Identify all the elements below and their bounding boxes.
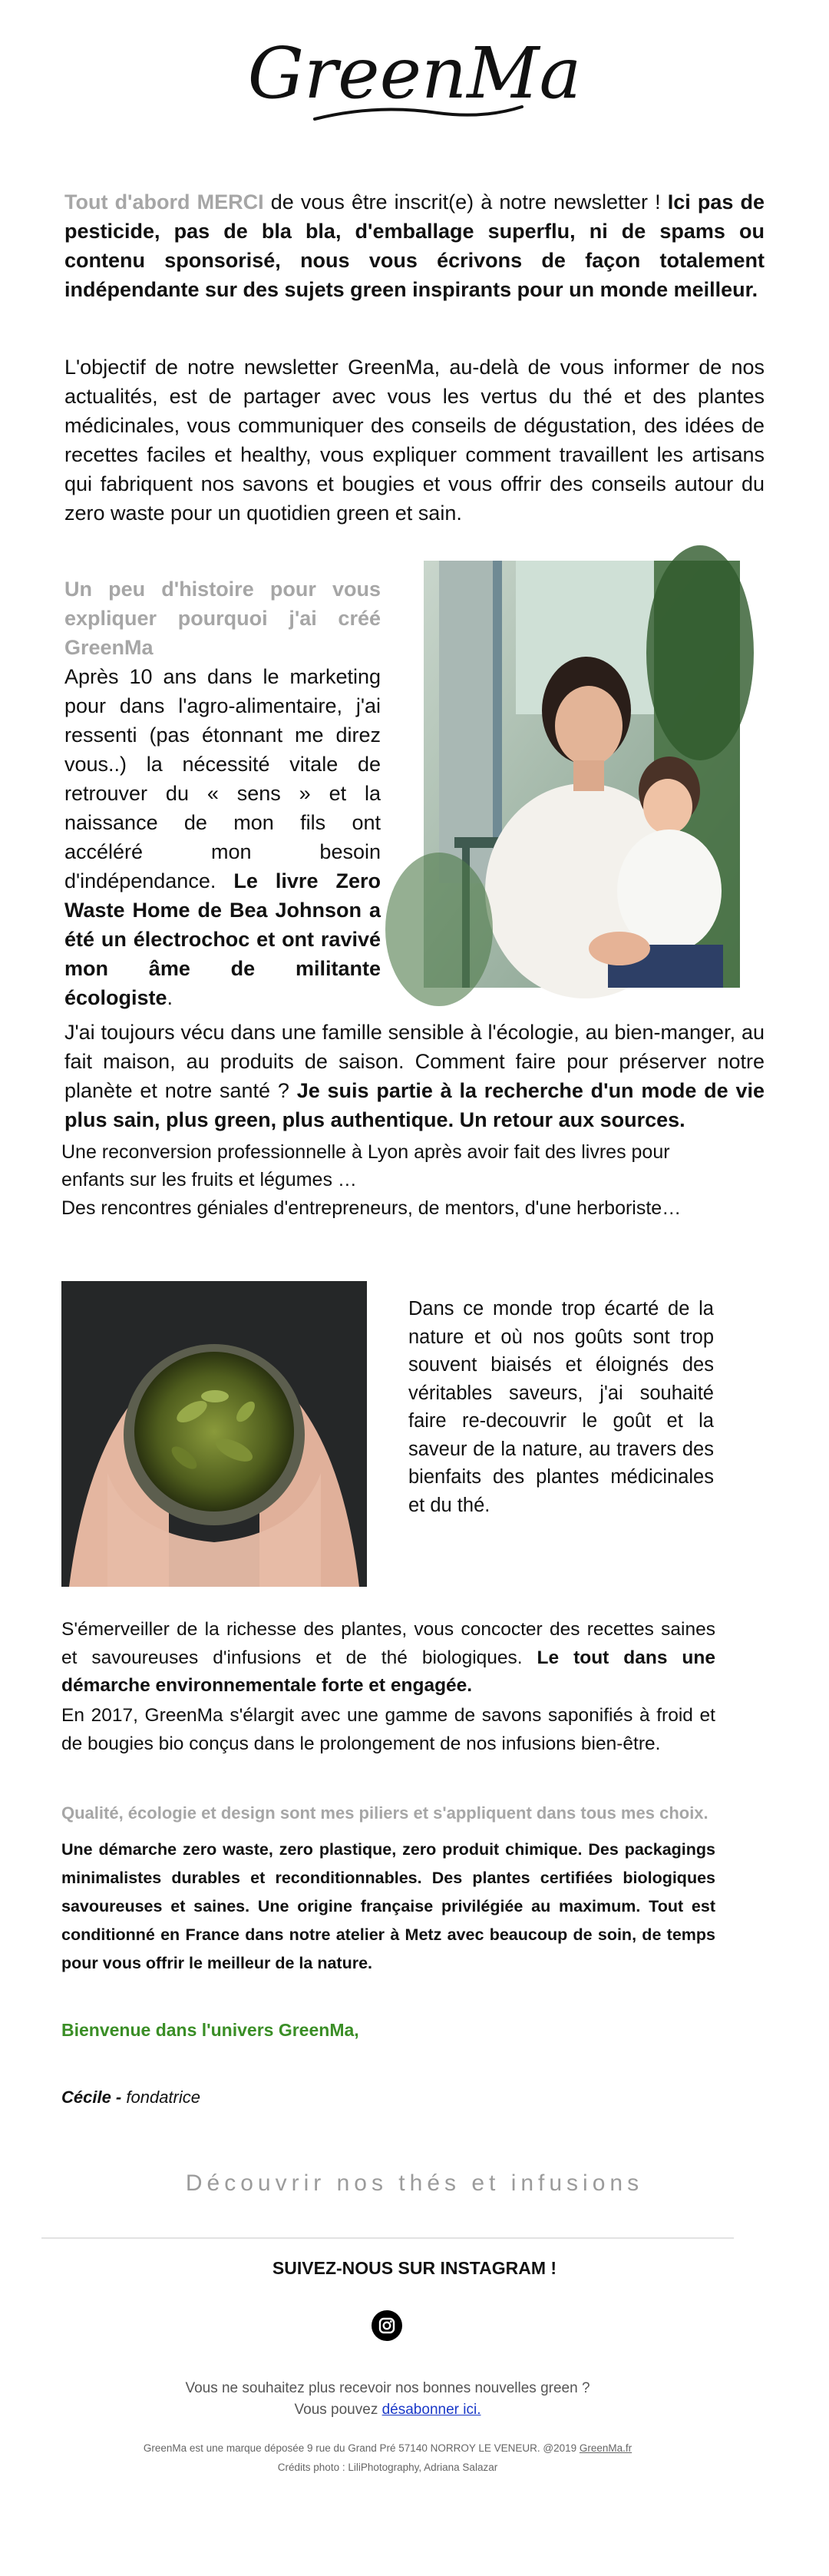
legal-text: GreenMa est une marque déposée 9 rue du Grand Pré 57140 NORROY LE VENEUR. @2019 <box>143 2442 580 2454</box>
divider <box>41 2237 734 2239</box>
history-body-normal: Après 10 ans dans le marketing pour dans l'agro-alimentaire, j'ai ressenti (pas étonnant me direz vous..) la nécessité vitale de retrouver du « sens » et la naissance de mon fils ont accéléré mon besoin d'indépendance. <box>64 665 381 892</box>
instagram-icon[interactable] <box>372 2310 402 2341</box>
intro-lead-normal: de vous être inscrit(e) à notre newsletter ! <box>263 190 668 214</box>
signature <box>61 2088 715 2107</box>
unsubscribe-line <box>0 2399 775 2421</box>
intro-lead-grey: Tout d'abord MERCI <box>64 190 264 214</box>
quality-title: Qualité, écologie et design sont mes piliers et s'appliquent dans tous mes choix. <box>61 1803 708 1823</box>
wonder-text-normal: S'émerveiller de la richesse des plantes, vous concocter des recettes saines et savoureuses d'infusions et de thé biologiques. <box>61 1619 715 1668</box>
intro-lead-bold: Ici pas de pesticide, pas de bla bla, d'emballage superflu, ni de spams ou contenu sponsorisé, nous vous écrivons de façon totalement indépendante sur des sujets green inspirants pour un monde meilleur. <box>64 190 765 301</box>
family-paragraph <box>64 1018 765 1134</box>
objective-paragraph: L'objectif de notre newsletter GreenMa, au-delà de vous informer de nos actualités, est de partager avec vous les vertus du thé et des plantes médicinales, vous communiquer des conseils de dégustation, des idées de recettes faciles et healthy, vous expliquer comment travaillent les artisans qui fabriquent nos savons et bougies et vous offrir des conseils autour du zero waste pour un quotidien green et sain. <box>64 356 765 525</box>
unsubscribe-prefix: Vous pouvez <box>294 2402 382 2418</box>
reconversion-line: Une reconversion professionnelle à Lyon après avoir fait des livres pour enfants sur les fruits et légumes … <box>61 1141 670 1190</box>
wonder-paragraph-2017: En 2017, GreenMa s'élargit avec une gamme de savons saponifiés à froid et de bougies bio conçus dans le prolongement de nos infusions bien-être. <box>61 1705 715 1754</box>
greenma-site-link[interactable]: GreenMa.fr <box>579 2442 632 2454</box>
unsubscribe-question: Vous ne souhaitez plus recevoir nos bonnes nouvelles green ? <box>185 2380 590 2396</box>
unsubscribe-link[interactable]: désabonner ici. <box>381 2402 481 2418</box>
cta-discover-teas-link[interactable]: Découvrir nos thés et infusions <box>185 2170 644 2196</box>
logo-text: GreenMa <box>247 32 582 114</box>
brand-logo[interactable] <box>0 15 829 154</box>
family-text-normal: J'ai toujours vécu dans une famille sensible à l'écologie, au bien-manger, au fait maison, au produits de saison. Comment faire pour préserver notre planète et notre santé ? <box>64 1021 765 1102</box>
greenma-logo-mark <box>247 27 582 142</box>
history-body-end: . <box>167 986 173 1009</box>
nature-paragraph: Dans ce monde trop écarté de la nature et où nos goûts sont trop souvent biaisés et éloignés des véritables saveurs, j'ai souhaité faire re-decouvrir le goût et la saveur de la nature, au travers des bienfaits des plantes médicinales et du thé. <box>408 1298 714 1516</box>
photo-tea-cup-hands <box>61 1281 367 1587</box>
legal-line <box>0 2439 775 2458</box>
quality-paragraph: Une démarche zero waste, zero plastique, zero produit chimique. Des packagings minimalistes durables et reconditionnables. Des plantes certifiées biologiques savoureuses et saines. Une origine française privilégiée au maximum. Tout est conditionné en France dans notre atelier à Metz avec beaucoup de soin, de temps pour vous offrir le meilleur de la nature. <box>61 1840 715 1972</box>
signature-role: fondatrice <box>121 2088 200 2107</box>
wonder-text-bold: Le tout dans une démarche environnementale forte et engagée. <box>61 1647 715 1696</box>
history-body-bold: Le livre Zero Waste Home de Bea Johnson a été un électrochoc et ont ravivé mon âme de militante écologiste <box>64 869 381 1009</box>
intro-paragraph <box>64 187 765 304</box>
history-body <box>64 662 381 1012</box>
signature-name: Cécile - <box>61 2088 122 2107</box>
instagram-title: SUIVEZ-NOUS SUR INSTAGRAM ! <box>272 2258 557 2278</box>
photo-credits: Crédits photo : LiliPhotography, Adriana Salazar <box>277 2462 498 2473</box>
family-text-bold: Je suis partie à la recherche d'un mode de vie plus sain, plus green, plus authentique. Un retour aux sources. <box>64 1079 765 1131</box>
photo-mother-son <box>424 561 740 988</box>
rencontres-line: Des rencontres géniales d'entrepreneurs, de mentors, d'une herboriste… <box>61 1197 682 1219</box>
welcome-line: Bienvenue dans l'univers GreenMa, <box>61 2020 359 2040</box>
wonder-paragraph <box>61 1616 715 1700</box>
history-title: Un peu d'histoire pour vous expliquer pourquoi j'ai créé GreenMa <box>64 578 381 659</box>
